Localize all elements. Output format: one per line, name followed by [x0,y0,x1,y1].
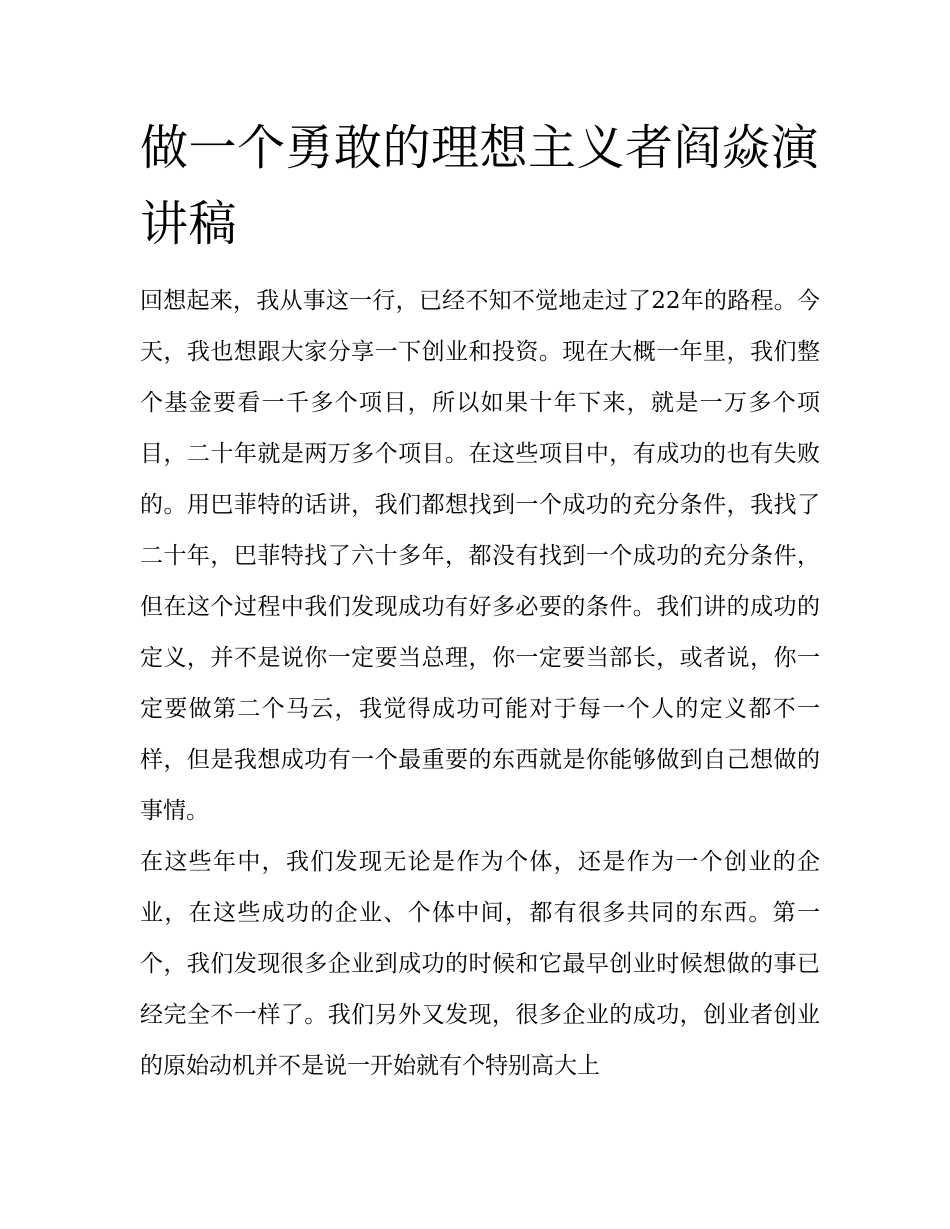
paragraph: 回想起来，我从事这一行，已经不知不觉地走过了22年的路程。今天，我也想跟大家分享一下创业和投资。现在大概一年里，我们整个基金要看一千多个项目，所以如果十年下来，就是一万多个项目，二十年就是两万多个项目。在这些项目中，有成功的也有失败的。用巴菲特的话讲，我们都想找到一个成功的充分条件，我找了二十年，巴菲特找了六十多年，都没有找到一个成功的充分条件，但在这个过程中我们发现成功有好多必要的条件。我们讲的成功的定义，并不是说你一定要当总理，你一定要当部长，或者说，你一定要做第二个马云，我觉得成功可能对于每一个人的定义都不一样，但是我想成功有一个最重要的东西就是你能够做到自己想做的事情。 [140,288,820,824]
document-title: 做一个勇敢的理想主义者阎焱演讲稿 [140,120,820,252]
paragraph: 在这些年中，我们发现无论是作为个体，还是作为一个创业的企业，在这些成功的企业、个体中间，都有很多共同的东西。第一个，我们发现很多企业到成功的时候和它最早创业时候想做的事已经完全不一样了。我们另外又发现，很多企业的成功，创业者创业的原始动机并不是说一开始就有个特别高大上 [140,849,820,1079]
document-body [140,276,820,1092]
